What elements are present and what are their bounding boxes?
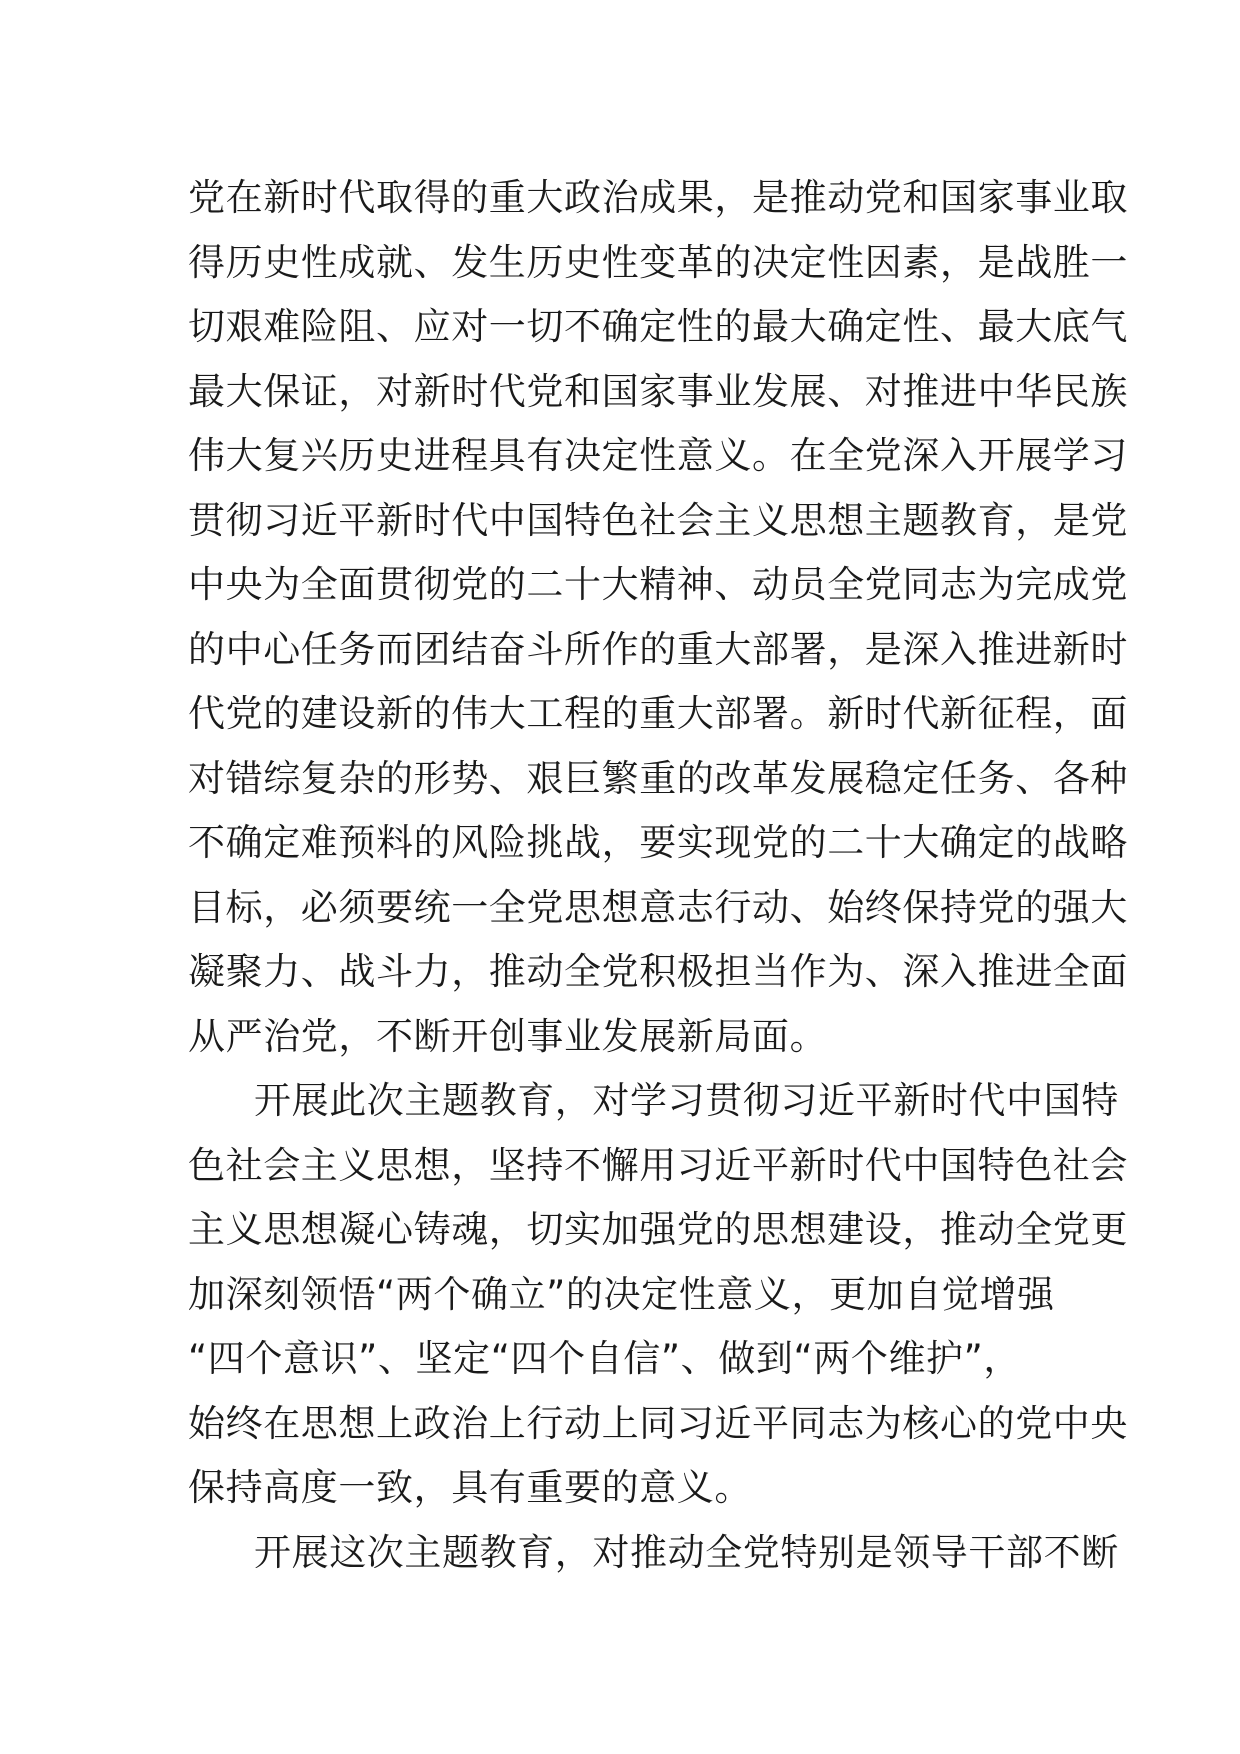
text-line: 中央为全面贯彻党的二十大精神、动员全党同志为完成党 (188, 563, 1128, 606)
text-line: 不确定难预料的风险挑战，要实现党的二十大确定的战略 (188, 821, 1128, 864)
text-line: “四个意识”、坚定“四个自信”、做到“两个维护”， (188, 1337, 1022, 1380)
text-line: 始终在思想上政治上行动上同习近平同志为核心的党中央 (188, 1401, 1128, 1445)
text-line: 的中心任务而团结奋斗所作的重大部署，是深入推进新时 (188, 627, 1128, 671)
text-line: 凝聚力、战斗力，推动全党积极担当作为、深入推进全面 (188, 950, 1128, 993)
text-line: 对错综复杂的形势、艰巨繁重的改革发展稳定任务、各种 (188, 756, 1128, 800)
text-line: 党在新时代取得的重大政治成果，是推动党和国家事业取 (188, 176, 1128, 219)
text-line: 贯彻习近平新时代中国特色社会主义思想主题教育，是党 (188, 498, 1128, 542)
text-line: 最大保证，对新时代党和国家事业发展、对推进中华民族 (188, 369, 1128, 413)
body-text (188, 166, 1128, 1585)
text-line: 保持高度一致，具有重要的意义。 (188, 1466, 752, 1509)
text-line: 主义思想凝心铸魂，切实加强党的思想建设，推动全党更 (188, 1208, 1128, 1251)
text-line: 切艰难险阻、应对一切不确定性的最大确定性、最大底气 (188, 305, 1128, 348)
text-line: 从严治党，不断开创事业发展新局面。 (188, 1014, 828, 1058)
text-line: 代党的建设新的伟大工程的重大部署。新时代新征程，面 (188, 692, 1128, 735)
text-line: 得历史性成就、发生历史性变革的决定性因素，是战胜一 (188, 240, 1128, 284)
text-line: 加深刻领悟“两个确立”的决定性意义，更加自觉增强 (188, 1272, 1055, 1316)
text-line: 开展此次主题教育，对学习贯彻习近平新时代中国特 (254, 1079, 1119, 1122)
text-line: 开展这次主题教育，对推动全党特别是领导干部不断 (254, 1530, 1119, 1574)
text-line: 色社会主义思想，坚持不懈用习近平新时代中国特色社会 (188, 1143, 1128, 1187)
text-line: 伟大复兴历史进程具有决定性意义。在全党深入开展学习 (188, 434, 1128, 477)
text-line: 目标，必须要统一全党思想意志行动、始终保持党的强大 (188, 885, 1128, 929)
